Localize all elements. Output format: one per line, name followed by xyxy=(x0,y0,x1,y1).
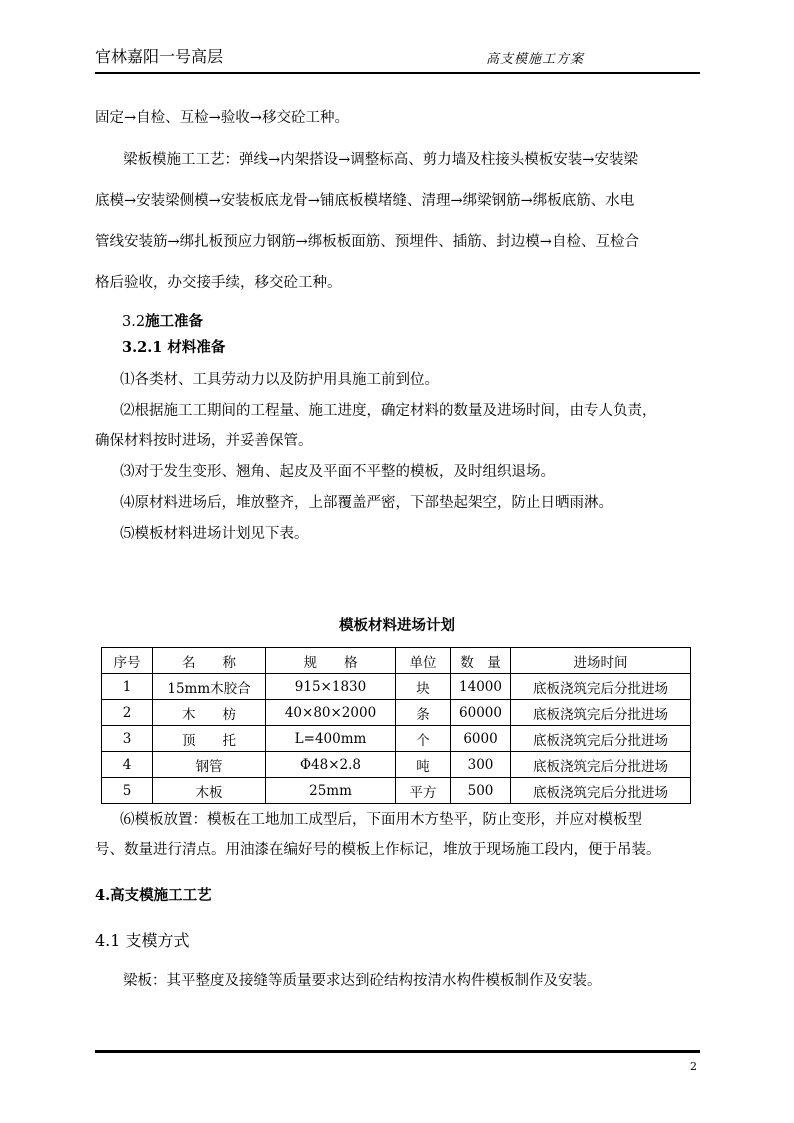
table-cell: 60000 xyxy=(451,700,511,726)
table-header-cell: 单位 xyxy=(396,648,451,674)
table-cell: 钢管 xyxy=(153,752,266,778)
table-cell: L=400mm xyxy=(266,726,396,752)
table-cell: 300 xyxy=(451,752,511,778)
material-plan-table xyxy=(101,647,691,804)
paragraph-line: 梁板模施工工艺：弹线→内架搭设→调整标高、剪力墙及柱接头模板安装→安装梁 xyxy=(123,152,638,168)
table-header-row xyxy=(102,648,691,674)
list-item: ⑷原材料进场后，堆放整齐，上部覆盖严密，下部垫起架空，防止日晒雨淋。 xyxy=(120,495,613,511)
table-title: 模板材料进场计划 xyxy=(339,617,455,634)
table-cell: 条 xyxy=(396,700,451,726)
table-row xyxy=(102,726,691,752)
table-cell: 底板浇筑完后分批进场 xyxy=(511,778,691,804)
table-cell: 木 枋 xyxy=(153,700,266,726)
table-cell: 40×80×2000 xyxy=(266,700,396,726)
table-cell: 6000 xyxy=(451,726,511,752)
list-item: ⑴各类材、工具劳动力以及防护用具施工前到位。 xyxy=(120,372,439,388)
table-header-cell: 进场时间 xyxy=(511,648,691,674)
list-item: 号、数量进行清点。用油漆在编好号的模板上作标记，堆放于现场施工段内，便于吊装。 xyxy=(95,842,661,858)
header-right-title: 高支模施工方案 xyxy=(486,52,585,67)
footer-rule xyxy=(95,1050,700,1053)
table-cell: 底板浇筑完后分批进场 xyxy=(511,726,691,752)
paragraph-line: 梁板：其平整度及接缝等质量要求达到砼结构按清水构件模板制作及安装。 xyxy=(123,973,602,989)
table-cell: 4 xyxy=(102,752,153,778)
table-cell: 14000 xyxy=(451,674,511,700)
table-cell: 平方 xyxy=(396,778,451,804)
table-header-cell: 规 格 xyxy=(266,648,396,674)
section-number: 3.2 xyxy=(122,314,146,330)
table-row xyxy=(102,752,691,778)
section-heading-3-2 xyxy=(122,310,203,331)
paragraph-line: 管线安装筋→绑扎板预应力钢筋→绑板板面筋、预埋件、插筋、封边模→自检、互检合 xyxy=(95,234,639,250)
table-cell: 顶 托 xyxy=(153,726,266,752)
table-cell: 底板浇筑完后分批进场 xyxy=(511,752,691,778)
list-item: ⑵根据施工工期间的工程量、施工进度，确定材料的数量及进场时间，由专人负责， xyxy=(120,403,657,419)
table-header-cell: 数 量 xyxy=(451,648,511,674)
list-item: 确保材料按时进场，并妥善保管。 xyxy=(95,433,313,449)
table-cell: 底板浇筑完后分批进场 xyxy=(511,700,691,726)
table-cell: 块 xyxy=(396,674,451,700)
table-cell: 915×1830 xyxy=(266,674,396,700)
section-heading-4: 4.高支模施工工艺 xyxy=(95,887,212,904)
table-header-cell: 名 称 xyxy=(153,648,266,674)
table-row xyxy=(102,674,691,700)
table-cell: 25mm xyxy=(266,778,396,804)
table-cell: 5 xyxy=(102,778,153,804)
table-row xyxy=(102,778,691,804)
section-title: 施工准备 xyxy=(145,313,204,330)
header-rule xyxy=(95,72,700,74)
table-cell: 个 xyxy=(396,726,451,752)
text-line: 固定→自检、互检→验收→移交砼工种。 xyxy=(95,110,349,126)
paragraph-line: 格后验收，办交接手续，移交砼工种。 xyxy=(95,275,342,291)
table-row xyxy=(102,700,691,726)
table-cell: 木板 xyxy=(153,778,266,804)
table-cell: 500 xyxy=(451,778,511,804)
section-heading-4-1: 4.1 支模方式 xyxy=(95,931,190,950)
list-item: ⑹模板放置：模板在工地加工成型后，下面用木方垫平，防止变形，并应对模板型 xyxy=(120,812,642,828)
list-item: ⑶对于发生变形、翘角、起皮及平面不平整的模板，及时组织退场。 xyxy=(120,464,555,480)
page-number: 2 xyxy=(690,1060,697,1073)
table-cell: 2 xyxy=(102,700,153,726)
table-header-cell: 序号 xyxy=(102,648,153,674)
table-cell: 吨 xyxy=(396,752,451,778)
table-cell: Φ48×2.8 xyxy=(266,752,396,778)
table-cell: 1 xyxy=(102,674,153,700)
section-heading-3-2-1: 3.2.1 材料准备 xyxy=(122,339,226,356)
table-cell: 15mm木胶合 xyxy=(153,674,266,700)
paragraph-line: 底模→安装梁侧模→安装板底龙骨→铺底板模堵缝、清理→绑梁钢筋→绑板底筋、水电 xyxy=(95,193,635,209)
table-cell: 3 xyxy=(102,726,153,752)
table-cell: 底板浇筑完后分批进场 xyxy=(511,674,691,700)
list-item: ⑸模板材料进场计划见下表。 xyxy=(120,526,309,542)
header-left-title: 官林嘉阳一号高层 xyxy=(95,47,224,66)
